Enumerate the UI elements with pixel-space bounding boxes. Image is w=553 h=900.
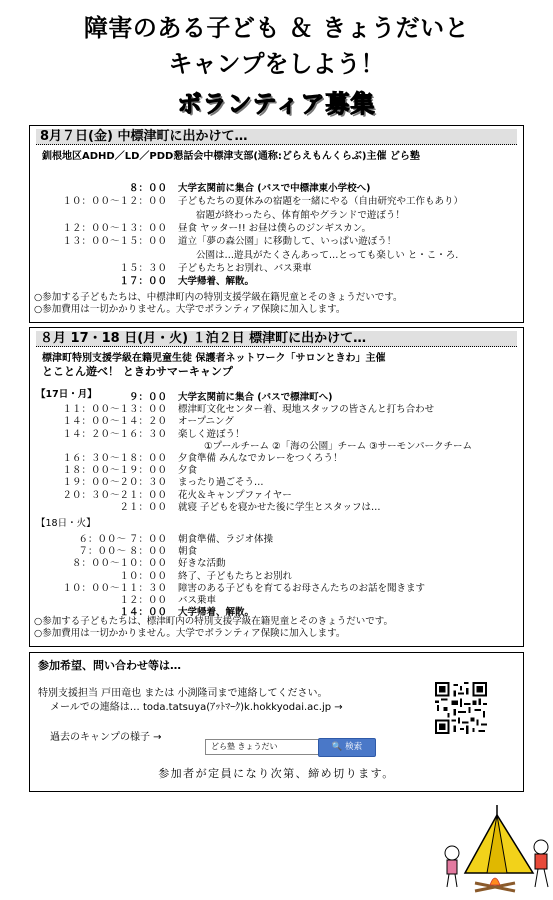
contact-section (29, 652, 524, 792)
schedule-activity: 宿題が終わったら、体育館やグランドで遊ぼう！ (196, 209, 405, 221)
schedule-time: １１：００～１３：００ (62, 404, 167, 416)
schedule-time: ７：００～ ８：００ (78, 546, 167, 558)
schedule-time: １７：００ (119, 276, 167, 288)
schedule-activity: 大学帰着、解散。 (178, 607, 255, 619)
event2-heading: ８月 17・18 日(月・火) １泊２日 標津町に出かけて… (36, 331, 517, 347)
schedule-time: １０：００～１２：００ (62, 196, 167, 208)
schedule-activity: 子どもたちの夏休みの宿題を一緒にやる（自由研究や工作もあり） (178, 196, 464, 208)
schedule-activity: 花火＆キャンプファイヤー (178, 489, 292, 501)
schedule-activity: 障害のある子どもを育てるお母さんたちのお話を聞きます (178, 582, 426, 594)
schedule-activity: 大学玄関前に集合 (バスで中標津東小学校へ) (178, 183, 371, 194)
qr-code-icon (435, 682, 487, 734)
event2-section (29, 327, 524, 647)
event1-section (29, 125, 524, 323)
schedule-activity: オープニング (178, 416, 234, 428)
schedule-activity: 夕食準備 みんなでカレーをつくろう！ (178, 453, 343, 464)
schedule-activity: 就寝 子どもを寝かせた後に学生とスタッフは… (178, 501, 381, 513)
day2-label: 【18日・火】 (36, 518, 96, 529)
title-line-1: 障害のある子ども ＆ きょうだいと (83, 14, 470, 42)
schedule-time: １２：００～１３：００ (62, 222, 167, 234)
day1-label: 【17日・月】 (36, 389, 97, 400)
event1-organizer: 釧根地区ADHD／LD／PDD懇話会中標津支部(通称:どらえもんくらぶ)主催 どら塾 (42, 151, 420, 162)
schedule-time: １３：００～１５：００ (62, 236, 167, 248)
event1-note: ○参加する子どもたちは、中標津町内の特別支援学級在籍児童とそのきょうだいです。 (34, 292, 403, 303)
search-button[interactable]: 🔍 検索 (318, 738, 376, 757)
schedule-activity: 夕食 (178, 465, 198, 477)
schedule-activity: 昼食 ヤッター!! お昼は僕らのジンギスカン。 (178, 222, 371, 234)
contact-heading: 参加希望、問い合わせ等は… (38, 659, 181, 672)
schedule-activity: 公園は…遊具がたくさんあって…とっても楽しい と・こ・ろ. (196, 249, 459, 261)
schedule-time: ２０：３０～２１：００ (62, 489, 167, 501)
title-volunteer-recruitment: ボランティア募集 (177, 90, 376, 118)
schedule-activity: ①プールチーム ②「海の公園」チーム ③サーモンパークチーム (204, 440, 472, 452)
schedule-activity: 大学帰着、解散。 (178, 276, 255, 288)
schedule-time: １４：００ (119, 607, 167, 619)
schedule-time: ８：００～１０：００ (71, 558, 167, 570)
camping-illustration (435, 795, 553, 900)
schedule-activity: バス乗車 (178, 595, 217, 606)
schedule-activity: 好きな活動 (178, 558, 226, 570)
schedule-time: ６：００～ ７：００ (78, 534, 167, 545)
schedule-time: １４：２０～１６：３０ (62, 428, 167, 440)
schedule-activity: 標津町文化センター着、現地スタッフの皆さんと打ち合わせ (178, 404, 435, 416)
schedule-time: ８：００ (128, 183, 167, 194)
schedule-time: １５：３０ (119, 262, 167, 274)
event2-note: ○参加する子どもたちは、標津町内の特別支援学級在籍児童とそのきょうだいです。 (34, 616, 394, 627)
schedule-activity: 大学玄関前に集合 (バスで標津町へ) (178, 392, 333, 403)
schedule-time: １８：００～１９：００ (62, 465, 167, 477)
event1-note: ○参加費用は一切かかりません。大学でボランティア保険に加入します。 (34, 304, 346, 315)
schedule-time: １９：００～２０：３０ (62, 477, 167, 489)
event2-subtitle: とことん遊べ！ ときわサマーキャンプ (42, 365, 233, 378)
event1-heading: 8月７日(金) 中標津町に出かけて… (36, 129, 517, 145)
event1-notes (34, 292, 403, 316)
schedule-time: １２：００ (119, 595, 167, 606)
schedule-time: ２１：００ (119, 501, 167, 513)
schedule-activity: 朝食準備、ラジオ体操 (178, 534, 274, 545)
schedule-time: １６：３０～１８：００ (62, 453, 167, 464)
contact-email: メールでの連絡は… toda.tatsuya(ｱｯﾄﾏｰｸ)k.hokkyodai.ac.jp → (50, 702, 343, 713)
schedule-activity: 道立「夢の森公園」に移動して、いっぱい遊ぼう！ (178, 236, 397, 248)
schedule-activity: 朝食 (178, 546, 198, 558)
schedule-activity: 楽しく遊ぼう！ (178, 428, 245, 440)
title-line-2: キャンプをしよう！ (168, 50, 385, 78)
event2-notes (34, 616, 393, 640)
event2-note: ○参加費用は一切かかりません。大学でボランティア保険に加入します。 (34, 628, 346, 639)
past-camp-label: 過去のキャンプの様子 → (50, 732, 162, 743)
deadline-notice: 参加者が定員になり次第、締め切ります。 (158, 767, 395, 780)
search-input[interactable]: どら塾 きょうだい (205, 739, 320, 755)
event2-organizer: 標津町特別支援学級在籍児童生徒 保護者ネットワーク「サロンときわ」主催 (42, 353, 386, 364)
schedule-time: １０：００ (119, 570, 167, 582)
schedule-activity: 終了、子どもたちとお別れ (178, 570, 293, 582)
schedule-time: １０：００～１１：３０ (62, 582, 167, 594)
schedule-time: １４：００～１４：２０ (62, 416, 167, 428)
schedule-time: ９：００ (128, 392, 167, 403)
schedule-activity: 子どもたちとお別れ、バス乗車 (178, 262, 312, 274)
contact-persons: 特別支援担当 戸田竜也 または 小渕隆司まで連絡してください。 (38, 688, 328, 699)
schedule-activity: まったり過ごそう… (178, 477, 264, 489)
